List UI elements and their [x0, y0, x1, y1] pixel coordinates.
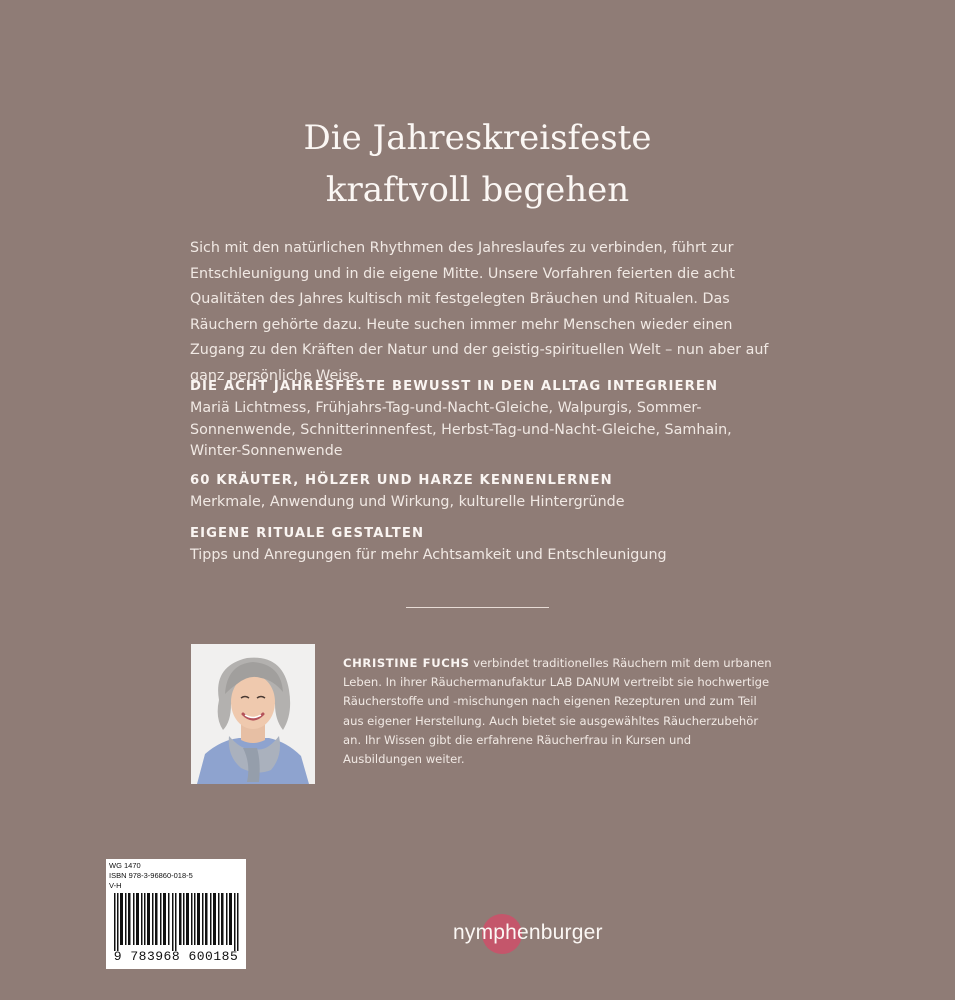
feature-text: Tipps und Anregungen für mehr Achtsamkeit und Entschleunigung	[190, 547, 667, 563]
cover-title	[0, 112, 955, 216]
product-group-code: WG 1470	[109, 861, 141, 870]
author-name: CHRISTINE FUCHS	[343, 656, 470, 670]
author-bio	[343, 654, 773, 769]
author-bio-text: verbindet traditionelles Räuchern mit dem urbanen Leben. In ihrer Räuchermanufaktur LAB DANUM vertreibt sie hochwertige Räucherstoffe und -mischungen nach eigenen Rezepturen und zum Teil aus eigener Herstellung. Auch bietet sie ausgewähltes Räucherzubehör an. Ihr Wissen gibt die erfahrene Räucherfrau in Kursen und Ausbildungen weiter.	[343, 656, 772, 767]
barcode-extra-code: V-H	[109, 881, 122, 890]
feature-heading: EIGENE RITUALE GESTALTEN	[190, 526, 425, 541]
author-portrait-illustration	[191, 644, 315, 784]
barcode-digits: 9 783968 600185	[113, 949, 239, 964]
feature-text: Merkmale, Anwendung und Wirkung, kulturelle Hintergründe	[190, 494, 625, 510]
publisher-logo-text: nymphenburger	[453, 921, 603, 944]
feature-heading: 60 KRÄUTER, HÖLZER UND HARZE KENNENLERNEN	[190, 473, 613, 488]
isbn-barcode-label	[106, 859, 246, 969]
author-portrait	[191, 644, 315, 784]
barcode-bars	[112, 893, 242, 951]
section-divider	[406, 607, 549, 608]
feature-section-herbs	[190, 470, 780, 514]
feature-heading: DIE ACHT JAHRESFESTE BEWUSST IN DEN ALLTAG INTEGRIEREN	[190, 379, 719, 394]
intro-paragraph: Sich mit den natürlichen Rhythmen des Jahreslaufes zu verbinden, führt zur Entschleunigung und in die eigene Mitte. Unsere Vorfahren feierten die acht Qualitäten des Jahres kultisch mit festgelegten Bräuchen und Ritualen. Das Räuchern gehörte dazu. Heute suchen immer mehr Menschen wieder einen Zugang zu den Kräften der Natur und der geistig-spirituellen Welt – nun aber auf ganz persönliche Weise.	[190, 240, 769, 384]
barcode-meta	[109, 861, 193, 891]
title-line-1: Die Jahreskreisfeste	[303, 118, 652, 158]
feature-text: Mariä Lichtmess, Frühjahrs-Tag-und-Nacht-Gleiche, Walpurgis, Sommer-Sonnenwende, Schnitterinnenfest, Herbst-Tag-und-Nacht-Gleiche, Samhain, Winter-Sonnenwende	[190, 400, 732, 459]
publisher-logo	[453, 914, 663, 954]
isbn-number: ISBN 978-3-96860-018-5	[109, 871, 193, 880]
feature-section-festivals	[190, 376, 780, 463]
feature-section-rituals	[190, 523, 780, 567]
title-line-2: kraftvoll begehen	[325, 170, 630, 210]
